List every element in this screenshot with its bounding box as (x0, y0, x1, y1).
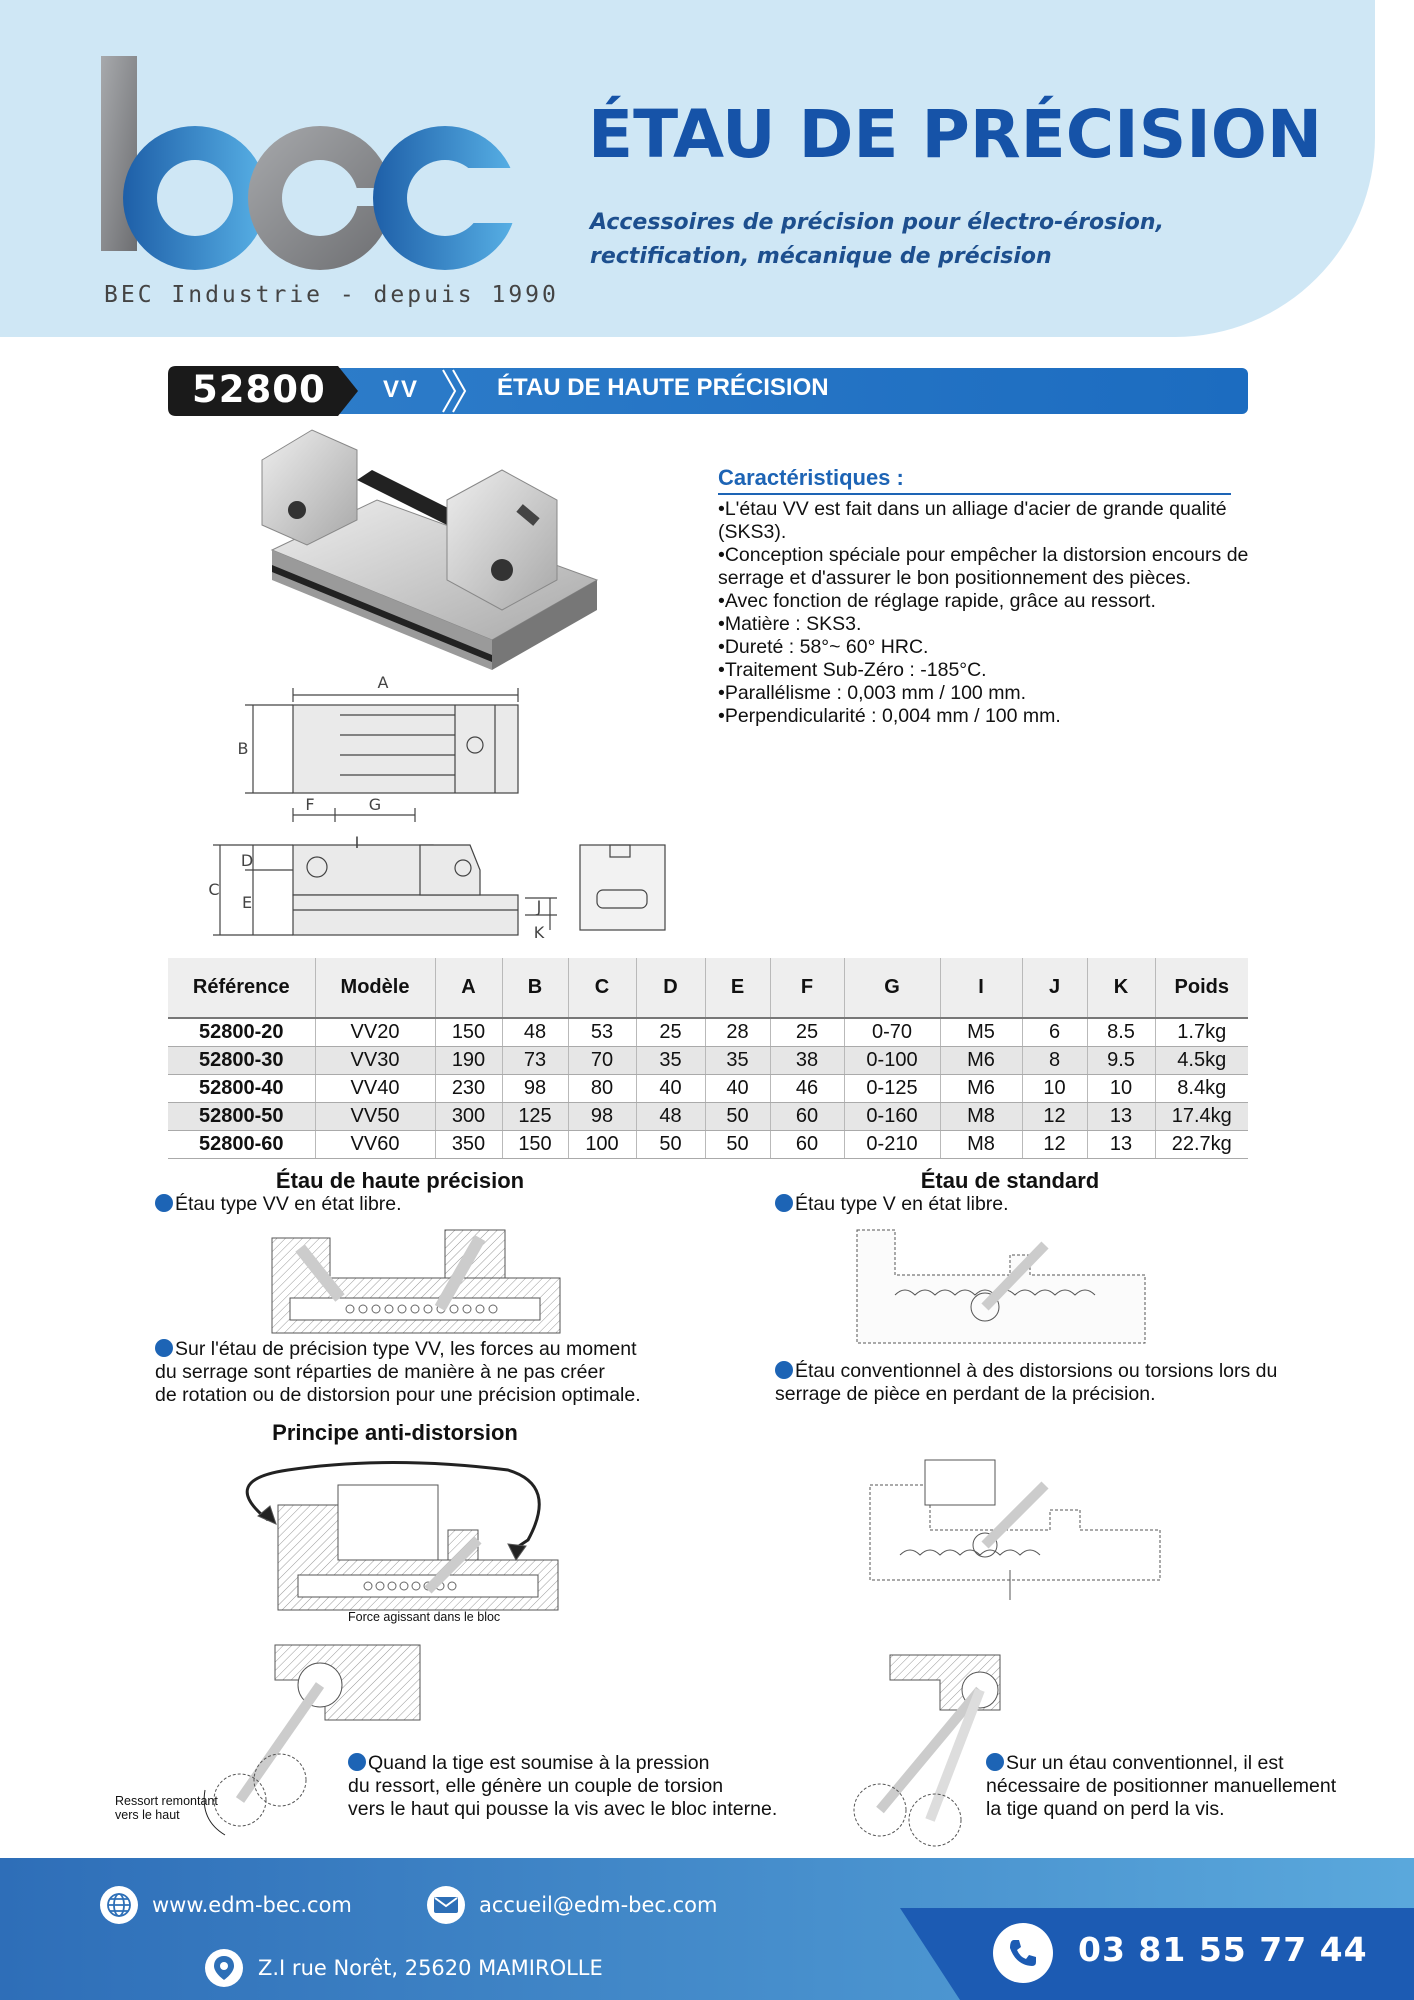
description-line: Quand la tige est soumise à la pression (368, 1752, 710, 1774)
table-cell: 300 (435, 1102, 502, 1130)
high-precision-heading: Étau de haute précision (275, 1168, 525, 1193)
bec-logo (95, 50, 535, 290)
table-cell: M6 (940, 1074, 1022, 1102)
table-cell: 8.4kg (1155, 1074, 1248, 1102)
dim-a: A (377, 673, 389, 692)
address-text: Z.I rue Norêt, 25620 MAMIROLLE (258, 1956, 603, 1980)
spring-label (115, 1794, 218, 1822)
specifications-table (168, 958, 1248, 1159)
table-cell: M8 (940, 1102, 1022, 1130)
table-cell: 190 (435, 1046, 502, 1074)
table-cell: 50 (705, 1102, 770, 1130)
table-cell: VV30 (315, 1046, 435, 1074)
table-cell: M8 (940, 1130, 1022, 1158)
table-cell: 13 (1087, 1102, 1155, 1130)
table-cell: 10 (1087, 1074, 1155, 1102)
description-line: nécessaire de positionner manuellement (986, 1775, 1337, 1797)
table-cell: 0-70 (844, 1018, 940, 1046)
dim-i: I (354, 833, 360, 852)
dim-d: D (240, 851, 254, 870)
table-cell: 52800-40 (168, 1074, 315, 1102)
feature-item: •Dureté : 58°~ 60° HRC. (718, 636, 929, 658)
column-header: Référence (168, 958, 315, 1018)
table-cell: 98 (568, 1102, 636, 1130)
feature-item: •Avec fonction de réglage rapide, grâce au ressort. (718, 590, 1156, 612)
table-row (168, 1130, 1248, 1158)
column-header: K (1087, 958, 1155, 1018)
page-title: ÉTAU DE PRÉCISION (588, 96, 1323, 173)
column-header: J (1022, 958, 1087, 1018)
table-cell: 60 (770, 1102, 844, 1130)
table-cell: 0-210 (844, 1130, 940, 1158)
product-title: ÉTAU DE HAUTE PRÉCISION (497, 374, 829, 401)
caption-text: Étau type VV en état libre. (175, 1193, 402, 1215)
feature-item: •Perpendicularité : 0,004 mm / 100 mm. (718, 705, 1061, 727)
table-cell: 22.7kg (1155, 1130, 1248, 1158)
table-cell: 60 (770, 1130, 844, 1158)
table-cell: M5 (940, 1018, 1022, 1046)
dim-c: C (208, 880, 220, 899)
standard-heading: Étau de standard (920, 1168, 1100, 1193)
description-line: du ressort, elle génère un couple de torsion (348, 1775, 724, 1797)
dim-f: F (305, 795, 315, 814)
description-line: serrage de pièce en perdant de la précision. (775, 1383, 1156, 1405)
table-cell: 10 (1022, 1074, 1087, 1102)
table-cell: VV20 (315, 1018, 435, 1046)
table-cell: 35 (636, 1046, 705, 1074)
anti-distortion-diagram (228, 1460, 558, 1632)
principle-heading: Principe anti-distorsion (272, 1420, 518, 1445)
table-cell: 35 (705, 1046, 770, 1074)
location-pin-icon (205, 1949, 243, 1987)
table-cell: 150 (435, 1018, 502, 1046)
product-model: VV (383, 376, 420, 403)
feature-item: •Parallélisme : 0,003 mm / 100 mm. (718, 682, 1027, 704)
table-cell: 52800-30 (168, 1046, 315, 1074)
column-header: A (435, 958, 502, 1018)
caption-text: Étau type V en état libre. (795, 1193, 1009, 1215)
principle-left-description (348, 1752, 828, 1821)
table-cell: 17.4kg (1155, 1102, 1248, 1130)
feature-item: •Matière : SKS3. (718, 613, 862, 635)
dim-k: K (533, 923, 545, 942)
features-list (718, 498, 1258, 728)
force-label: Force agissant dans le bloc (348, 1610, 501, 1624)
brand-caption: BEC Industrie - depuis 1990 (104, 282, 559, 308)
feature-item: •Conception spéciale pour empêcher la distorsion encours de serrage et d'assurer le bon positionnement des pièces. (718, 544, 1249, 589)
high-precision-caption (155, 1193, 402, 1216)
vv-vise-diagram (270, 1228, 565, 1336)
bullet-icon (986, 1753, 1004, 1771)
table-cell: 52800-20 (168, 1018, 315, 1046)
table-cell: 100 (568, 1130, 636, 1158)
table-cell: 0-125 (844, 1074, 940, 1102)
dim-g: G (368, 795, 382, 814)
description-line: vers le haut qui pousse la vis avec le bloc interne. (348, 1798, 778, 1820)
table-cell: 4.5kg (1155, 1046, 1248, 1074)
column-header: Modèle (315, 958, 435, 1018)
column-header: F (770, 958, 844, 1018)
table-cell: 53 (568, 1018, 636, 1046)
column-header: Poids (1155, 958, 1248, 1018)
table-cell: 0-160 (844, 1102, 940, 1130)
table-cell: 28 (705, 1018, 770, 1046)
table-cell: 48 (502, 1018, 568, 1046)
email-link[interactable]: accueil@edm-bec.com (479, 1893, 718, 1917)
bullet-icon (775, 1194, 793, 1212)
standard-caption (775, 1193, 1009, 1216)
principle-right-description (986, 1752, 1406, 1821)
table-cell: 46 (770, 1074, 844, 1102)
bullet-icon (155, 1194, 173, 1212)
table-cell: 230 (435, 1074, 502, 1102)
column-header: E (705, 958, 770, 1018)
website-link[interactable]: www.edm-bec.com (152, 1893, 352, 1917)
table-cell: 98 (502, 1074, 568, 1102)
table-cell: 40 (705, 1074, 770, 1102)
table-cell: VV40 (315, 1074, 435, 1102)
feature-item: •L'étau VV est fait dans un alliage d'acier de grande qualité (SKS3). (718, 498, 1227, 543)
description-line: Sur un étau conventionnel, il est (1006, 1752, 1284, 1774)
table-cell: 12 (1022, 1102, 1087, 1130)
description-line: du serrage sont réparties de manière à ne pas créer (155, 1361, 605, 1383)
table-cell: 40 (636, 1074, 705, 1102)
table-cell: 150 (502, 1130, 568, 1158)
dim-e: E (241, 893, 253, 912)
table-cell: 50 (636, 1130, 705, 1158)
table-cell: 9.5 (1087, 1046, 1155, 1074)
table-cell: 52800-50 (168, 1102, 315, 1130)
table-cell: 73 (502, 1046, 568, 1074)
table-cell: 0-100 (844, 1046, 940, 1074)
table-cell: 1.7kg (1155, 1018, 1248, 1046)
column-header: B (502, 958, 568, 1018)
phone-icon (993, 1923, 1053, 1983)
product-code: 52800 (192, 368, 326, 411)
column-header: I (940, 958, 1022, 1018)
table-cell: 80 (568, 1074, 636, 1102)
table-cell: 6 (1022, 1018, 1087, 1046)
dim-j: J (536, 897, 542, 916)
description-line: Sur l'étau de précision type VV, les forces au moment (175, 1338, 637, 1360)
feature-item: •Traitement Sub-Zéro : -185°C. (718, 659, 987, 681)
table-cell: 8 (1022, 1046, 1087, 1074)
table-cell: 52800-60 (168, 1130, 315, 1158)
table-cell: 25 (770, 1018, 844, 1046)
standard-torsion-diagram (820, 1450, 1165, 1600)
globe-icon (100, 1886, 138, 1924)
standard-description (775, 1360, 1355, 1406)
description-line: Étau conventionnel à des distorsions ou torsions lors du (795, 1360, 1278, 1382)
description-line: de rotation ou de distorsion pour une précision optimale. (155, 1384, 641, 1406)
description-line: la tige quand on perd la vis. (986, 1798, 1225, 1820)
table-header-row (168, 958, 1248, 1018)
table-cell: VV60 (315, 1130, 435, 1158)
features-divider (718, 493, 1231, 495)
high-precision-description (155, 1338, 715, 1407)
bullet-icon (348, 1753, 366, 1771)
phone-number[interactable]: 03 81 55 77 44 (1078, 1930, 1368, 1969)
table-cell: 48 (636, 1102, 705, 1130)
standard-vise-diagram (855, 1225, 1150, 1345)
mail-icon (427, 1886, 465, 1924)
table-cell: 8.5 (1087, 1018, 1155, 1046)
table-cell: 125 (502, 1102, 568, 1130)
table-cell: 50 (705, 1130, 770, 1158)
table-cell: VV50 (315, 1102, 435, 1130)
vise-product-image (262, 430, 607, 682)
table-row (168, 1046, 1248, 1074)
features-title: Caractéristiques : (718, 465, 904, 490)
table-cell: 70 (568, 1046, 636, 1074)
table-cell: 350 (435, 1130, 502, 1158)
bullet-icon (775, 1361, 793, 1379)
table-row (168, 1018, 1248, 1046)
dim-b: B (237, 739, 249, 758)
table-cell: 25 (636, 1018, 705, 1046)
page-subtitle: Accessoires de précision pour électro-érosion, rectification, mécanique de précision (590, 210, 1164, 269)
table-row (168, 1102, 1248, 1130)
table-cell: 38 (770, 1046, 844, 1074)
column-header: D (636, 958, 705, 1018)
table-cell: M6 (940, 1046, 1022, 1074)
bullet-icon (155, 1339, 173, 1357)
spring-label-line: vers le haut (115, 1808, 180, 1822)
table-row (168, 1074, 1248, 1102)
table-cell: 12 (1022, 1130, 1087, 1158)
column-header: G (844, 958, 940, 1018)
column-header: C (568, 958, 636, 1018)
spring-label-line: Ressort remontant (115, 1794, 218, 1808)
table-cell: 13 (1087, 1130, 1155, 1158)
